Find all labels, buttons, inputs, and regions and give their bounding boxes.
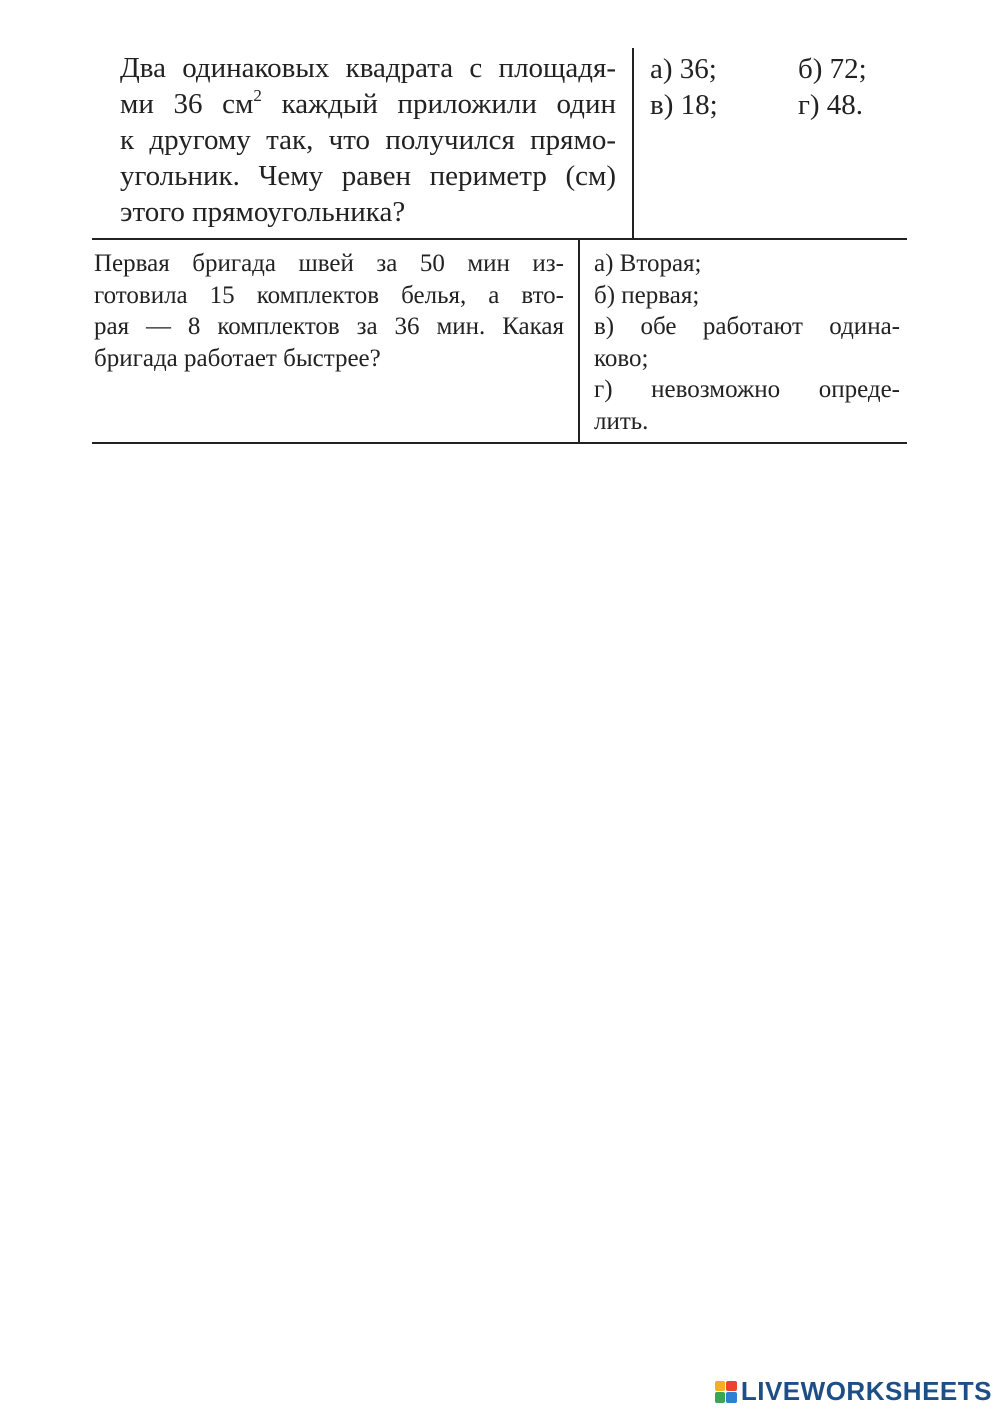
liveworksheets-wordmark: LIVEWORKSHEETS: [740, 1376, 992, 1406]
question-2-option-v[interactable]: в) обе работают одина-: [594, 313, 900, 340]
question-2-line-2: готовила 15 комплектов белья, а вто-: [94, 281, 564, 309]
logo-cell-v: [715, 1392, 726, 1403]
liveworksheets-watermark: [715, 1376, 992, 1407]
question-1-text: [120, 50, 616, 230]
logo-cell-i: [726, 1381, 737, 1392]
question-2-line-3: рая — 8 комплектов за 36 мин. Какая: [94, 313, 564, 340]
question-1-divider: [632, 48, 634, 238]
table-bottom-rule: [92, 442, 907, 444]
question-1-option-b[interactable]: б) 72;: [798, 53, 867, 85]
question-2-divider: [578, 239, 580, 443]
question-1-option-v[interactable]: в) 18;: [650, 89, 718, 121]
question-2-line-1: Первая бригада швей за 50 мин из-: [94, 250, 564, 277]
question-2-options: [594, 248, 900, 437]
question-1-line-4: угольник. Чему равен периметр (см): [120, 160, 616, 192]
question-2-text: [94, 248, 564, 374]
table-top-rule: [92, 238, 907, 240]
question-1-line-2-start: ми 36 см: [120, 88, 254, 120]
question-2-option-a[interactable]: а) Вторая;: [594, 250, 702, 277]
question-1-option-g[interactable]: г) 48.: [798, 89, 864, 121]
question-1-line-5: этого прямоугольника?: [120, 196, 406, 228]
question-2-option-b[interactable]: б) первая;: [594, 281, 700, 309]
question-1-line-2-end: каждый приложили один: [281, 88, 616, 120]
logo-cell-e: [726, 1392, 737, 1403]
logo-cell-l: [715, 1381, 726, 1392]
question-1-line-3: к другому так, что получился прямо-: [120, 124, 616, 156]
liveworksheets-logo-icon: [715, 1381, 737, 1403]
superscript-exponent: 2: [253, 86, 262, 105]
question-1-line-2: [120, 86, 616, 122]
question-1-option-a[interactable]: а) 36;: [650, 53, 717, 85]
question-1-line-1: Два одинаковых квадрата с площадя-: [120, 52, 616, 84]
question-2-option-g[interactable]: г) невозможно опреде-: [594, 376, 900, 403]
question-2-option-v-cont[interactable]: ково;: [594, 344, 649, 372]
question-2-option-g-cont[interactable]: лить.: [594, 407, 649, 435]
question-2-line-4: бригада работает быстрее?: [94, 344, 381, 372]
